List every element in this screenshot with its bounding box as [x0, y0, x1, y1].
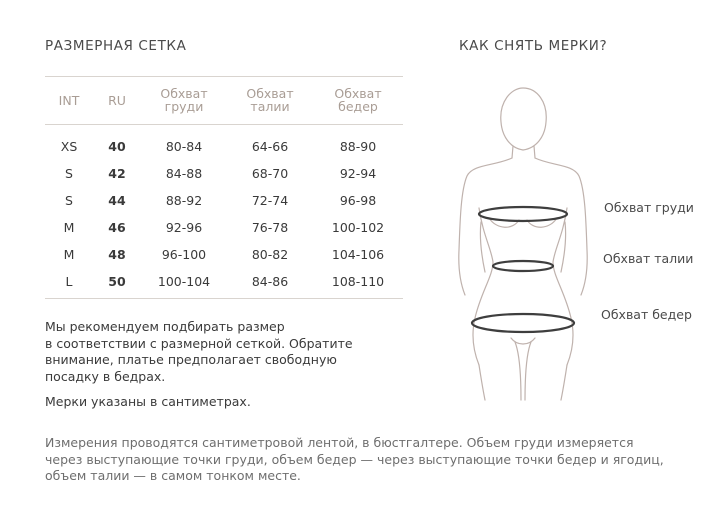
- size-table: [45, 85, 403, 295]
- cell-ru: 48: [108, 247, 126, 262]
- size-chart-title: РАЗМЕРНАЯ СЕТКА: [45, 38, 187, 54]
- cell-waist: 80-82: [251, 247, 289, 262]
- col-header-hips: [313, 85, 403, 115]
- cell-hips: 92-94: [339, 166, 377, 181]
- cell-bust: 96-100: [161, 247, 207, 262]
- cell-ru: 50: [108, 274, 126, 289]
- col-header-ru: RU: [108, 92, 126, 108]
- cell-int: XS: [60, 139, 78, 154]
- cell-waist: 64-66: [251, 139, 289, 154]
- waist-tape: [493, 261, 553, 271]
- bust-label: Обхват груди: [604, 200, 694, 215]
- table-row: [45, 214, 403, 241]
- cell-int: M: [63, 220, 75, 235]
- table-row: [45, 241, 403, 268]
- col-header-hips-line2: бедер: [338, 99, 378, 114]
- cell-ru: 44: [108, 193, 126, 208]
- recommendation-text: [45, 319, 375, 385]
- instruction-line: объем талии — в самом тонком месте.: [45, 468, 301, 483]
- cell-int: M: [63, 247, 75, 262]
- col-header-bust-line1: Обхват: [160, 86, 208, 101]
- body-measurement-figure: [455, 80, 714, 410]
- col-header-bust: [141, 85, 227, 115]
- table-row: [45, 160, 403, 187]
- col-header-waist: [227, 85, 313, 115]
- recommendation-line: Мы рекомендуем подбирать размер: [45, 319, 285, 334]
- cell-bust: 84-88: [165, 166, 203, 181]
- cell-bust: 100-104: [157, 274, 211, 289]
- table-row: [45, 187, 403, 214]
- cell-hips: 104-106: [331, 247, 385, 262]
- measurement-instructions: [45, 435, 705, 485]
- body-outline-illustration: [455, 80, 714, 410]
- recommendation-line: в соответствии с размерной сеткой. Обратите: [45, 335, 353, 351]
- instruction-line: через выступающие точки груди, объем бедер — через выступающие точки бедер и ягодиц,: [45, 451, 664, 467]
- cell-waist: 84-86: [251, 274, 289, 289]
- table-bottom-divider: [45, 298, 403, 299]
- table-row: [45, 268, 403, 295]
- waist-label: Обхват талии: [603, 251, 694, 266]
- bust-tape: [479, 207, 567, 221]
- cell-bust: 92-96: [165, 220, 203, 235]
- cell-hips: 96-98: [339, 193, 377, 208]
- col-header-waist-line2: талии: [250, 99, 290, 114]
- col-header-waist-line1: Обхват: [246, 86, 294, 101]
- cell-int: L: [65, 274, 73, 289]
- cell-ru: 40: [108, 139, 126, 154]
- cell-waist: 76-78: [251, 220, 289, 235]
- hips-label: Обхват бедер: [601, 307, 692, 322]
- cell-int: S: [65, 166, 73, 181]
- cell-bust: 88-92: [165, 193, 203, 208]
- table-top-divider: [45, 76, 403, 77]
- col-header-int: INT: [58, 92, 80, 108]
- size-table-header-row: [45, 85, 403, 115]
- recommendation-line: посадку в бедрах.: [45, 368, 166, 384]
- cell-hips: 100-102: [331, 220, 385, 235]
- cell-ru: 42: [108, 166, 126, 181]
- cell-waist: 68-70: [251, 166, 289, 181]
- hips-tape: [472, 314, 574, 332]
- instruction-line: Измерения проводятся сантиметровой лентой, в бюстгалтере. Объем груди измеряется: [45, 435, 634, 450]
- recommendation-line: внимание, платье предполагает свободную: [45, 352, 337, 367]
- cell-hips: 108-110: [331, 274, 385, 289]
- cell-waist: 72-74: [251, 193, 289, 208]
- cell-hips: 88-90: [339, 139, 377, 154]
- units-note: Мерки указаны в сантиметрах.: [45, 394, 251, 409]
- col-header-bust-line2: груди: [164, 99, 204, 114]
- cell-int: S: [65, 193, 73, 208]
- cell-ru: 46: [108, 220, 126, 235]
- col-header-hips-line1: Обхват: [334, 86, 382, 101]
- how-to-measure-title: КАК СНЯТЬ МЕРКИ?: [459, 38, 608, 54]
- table-row: [45, 133, 403, 160]
- cell-bust: 80-84: [165, 139, 203, 154]
